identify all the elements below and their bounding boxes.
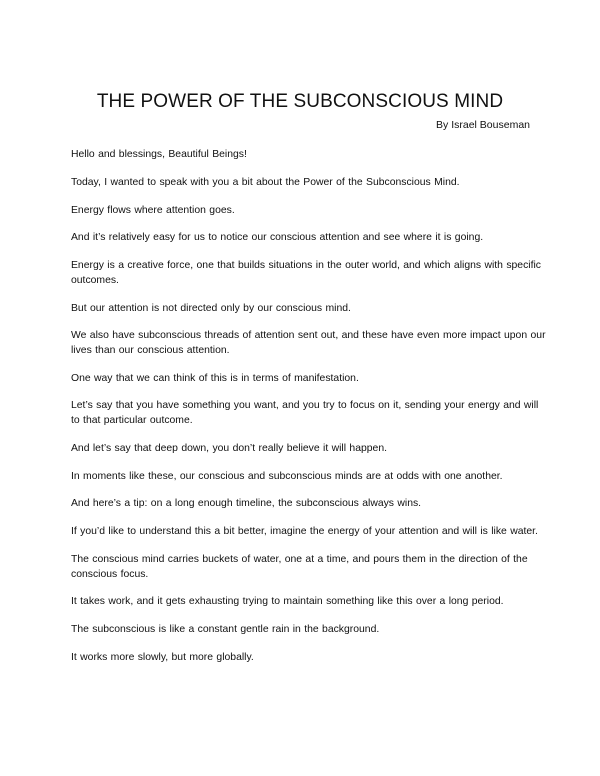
paragraph: And let’s say that deep down, you don’t really believe it will happen. xyxy=(71,442,387,454)
paragraph: We also have subconscious threads of attention sent out, and these have even more impact upon our lives than our conscious attention. xyxy=(71,330,546,356)
paragraph: The conscious mind carries buckets of water, one at a time, and pours them in the direction of the conscious focus. xyxy=(71,553,528,580)
author-byline: By Israel Bouseman xyxy=(436,119,530,131)
paragraph: Energy flows where attention goes. xyxy=(71,204,235,216)
paragraph: And here’s a tip: on a long enough timeline, the subconscious always wins. xyxy=(71,498,422,510)
paragraph: It works more slowly, but more globally. xyxy=(71,651,254,663)
paragraph: And it’s relatively easy for us to notice our conscious attention and see where it is going. xyxy=(71,232,484,244)
paragraph: But our attention is not directed only by our conscious mind. xyxy=(71,302,351,314)
paragraph: Hello and blessings, Beautiful Beings! xyxy=(71,149,247,160)
paragraph: Let’s say that you have something you want, and you try to focus on it, sending your energy and will to that particular outcome. xyxy=(71,400,539,427)
document-title: THE POWER OF THE SUBCONSCIOUS MIND xyxy=(96,91,504,112)
paragraph: In moments like these, our conscious and subconscious minds are at odds with one another. xyxy=(71,470,503,482)
paragraph: If you’d like to understand this a bit better, imagine the energy of your attention and will is like water. xyxy=(71,526,538,538)
paragraph: Energy is a creative force, one that builds situations in the outer world, and which aligns with specific outcomes. xyxy=(71,260,541,286)
paragraph: It takes work, and it gets exhausting trying to maintain something like this over a long period. xyxy=(71,596,504,608)
paragraph: Today, I wanted to speak with you a bit about the Power of the Subconscious Mind. xyxy=(71,176,460,188)
paragraph: One way that we can think of this is in terms of manifestation. xyxy=(71,372,359,384)
paragraph: The subconscious is like a constant gentle rain in the background. xyxy=(71,624,380,636)
document-body xyxy=(71,148,546,679)
